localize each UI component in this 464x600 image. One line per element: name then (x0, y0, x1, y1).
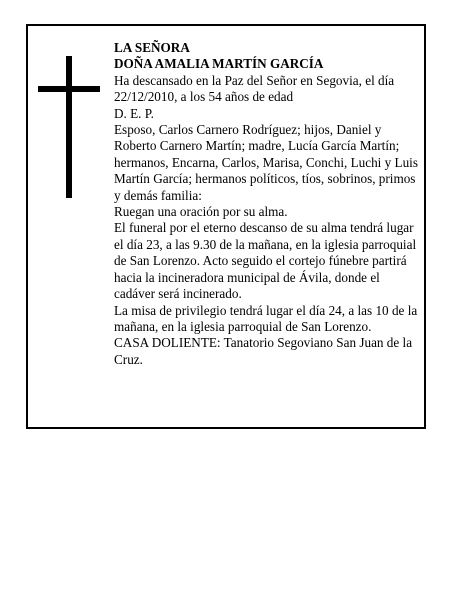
funeral-info: El funeral por el eterno descanso de su alma tendrá lugar el día 23, a las 9.30 de la mañana, en la iglesia parroquial de San Lorenzo. Acto seguido el cortejo fúnebre partirá hacia la incineradora municipal de Ávila, donde el cadáver será incinerado. (114, 220, 417, 302)
cross-vertical-bar (66, 56, 72, 198)
rest-statement: Ha descansado en la Paz del Señor en Segovia, el día 22/12/2010, a los 54 años de edad (114, 72, 395, 105)
obituary-text (114, 40, 420, 368)
obituary-notice (26, 24, 426, 429)
cross-icon (38, 56, 102, 198)
deceased-name: DOÑA AMALIA MARTÍN GARCÍA (114, 56, 324, 72)
cross-horizontal-bar (38, 86, 100, 92)
family-list: Esposo, Carlos Carnero Rodríguez; hijos, Daniel y Roberto Carnero Martín; madre, Lucía García Martín; hermanos, Encarna, Carlos, Marisa, Conchi, Luchi y Luis Martín García; hermanos políticos, tíos, sobrinos, primos y demás familia: (114, 122, 418, 203)
mass-info: La misa de privilegio tendrá lugar el día 24, a las 10 de la mañana, en la iglesia parroquial de San Lorenzo. (114, 302, 418, 334)
notice-title: LA SEÑORA (114, 40, 190, 55)
mourning-house: CASA DOLIENTE: Tanatorio Segoviano San Juan de la Cruz. (114, 335, 413, 367)
prayer-request: Ruegan una oración por su alma. (114, 204, 288, 220)
dep-line: D. E. P. (114, 105, 154, 121)
